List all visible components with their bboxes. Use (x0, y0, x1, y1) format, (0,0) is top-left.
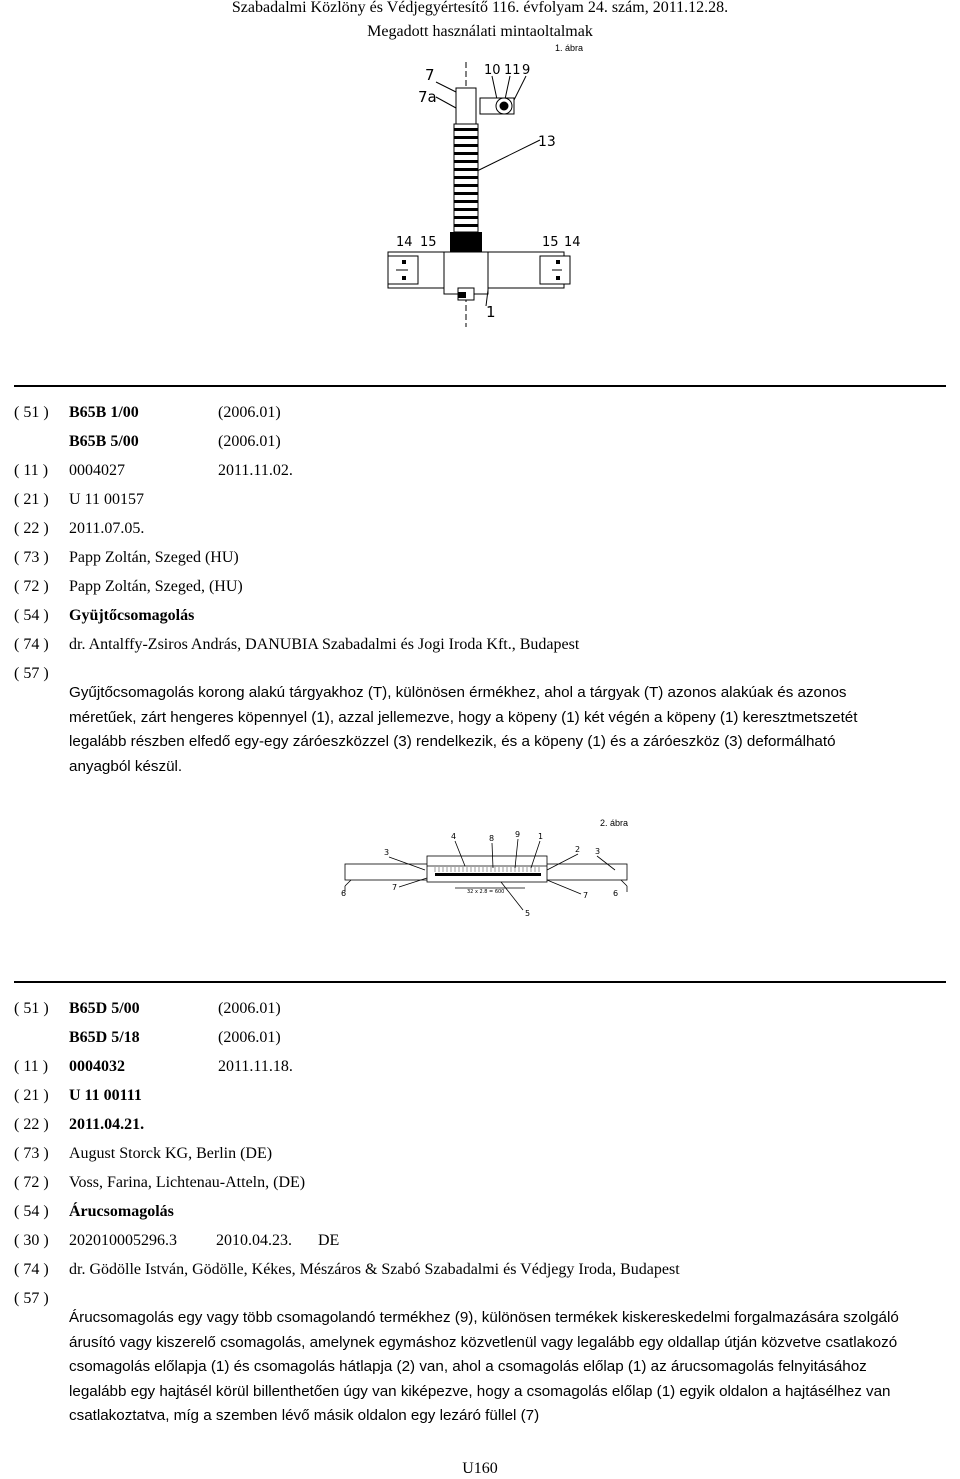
journal-header: Szabadalmi Közlöny és Védjegyértesítő 116. évfolyam 24. szám, 2011.12.28. (231, 0, 729, 16)
inid-22: ( 22 ) (14, 1116, 49, 1133)
section-header: Megadott használati mintaoltalmak (367, 23, 593, 40)
fig1-label-7: 7 (425, 66, 435, 84)
patent-entry-1 (14, 404, 946, 784)
fig2-label-2: 2 (575, 845, 581, 854)
registration-number: 0004027 (69, 462, 125, 479)
fig2-label-9: 9 (515, 830, 521, 839)
fig2-dimension: 32 x 2.8 = 600 (467, 889, 505, 895)
ipc-date-2: (2006.01) (218, 1029, 281, 1046)
fig2-stack (435, 873, 541, 876)
inid-11: ( 11 ) (14, 462, 49, 479)
priority-country: DE (318, 1232, 340, 1249)
fig2-label-6-right: 6 (613, 889, 619, 898)
fig2-label-6-left: 6 (341, 889, 347, 898)
fig1-label-1: 1 (486, 303, 496, 321)
agent: dr. Gödölle István, Gödölle, Kékes, Mészáros & Szabó Szabadalmi és Védjegy Iroda, Budapest (69, 1261, 680, 1278)
fig1-label-10: 10 (484, 63, 501, 78)
inid-73: ( 73 ) (14, 1145, 49, 1162)
fig1-label-14-right: 14 (564, 235, 581, 250)
abstract-text: Gyűjtőcsomagolás korong alakú tárgyakhoz (T), különösen érmékhez, ahol a tárgyak (T) azonos alakúak és azonos méretűek, zárt hengeres köpennyel (1), azzal jellemezve, hogy a köpeny (1) két végén a köpeny (1) keresztmetszetét legalább részben elfedő egy-egy záróeszközzel (3) rendelkezik, és a köpeny (1) és a záróeszköz (3) deformálható anyagból készül. (69, 684, 858, 775)
fig2-label-3-right: 3 (595, 847, 601, 856)
inid-51: ( 51 ) (14, 404, 49, 421)
patent-entry-2 (14, 1000, 946, 1440)
ipc-date-1: (2006.01) (218, 404, 281, 421)
abstract (69, 1306, 899, 1429)
figure2-drawing (335, 826, 640, 921)
registration-number: 0004032 (69, 1058, 125, 1075)
agent: dr. Antalffy-Zsiros András, DANUBIA Szabadalmi és Jogi Iroda Kft., Budapest (69, 636, 580, 653)
inid-11: ( 11 ) (14, 1058, 49, 1075)
fig2-label-4: 4 (451, 832, 457, 841)
fig1-label-9: 9 (522, 63, 531, 78)
inid-74: ( 74 ) (14, 1261, 49, 1278)
inid-30: ( 30 ) (14, 1232, 49, 1249)
fig2-label-1: 1 (538, 832, 544, 841)
inid-72: ( 72 ) (14, 1174, 49, 1191)
grant-date: 2011.11.02. (218, 462, 293, 479)
figure2-caption: 2. ábra (600, 818, 629, 828)
fig2-label-7-left: 7 (392, 883, 398, 892)
filing-date: 2011.07.05. (69, 520, 145, 537)
priority-date: 2010.04.23. (216, 1232, 292, 1249)
fig2-label-3-left: 3 (384, 848, 390, 857)
filing-date: 2011.04.21. (69, 1116, 145, 1133)
rights-holder: Papp Zoltán, Szeged (HU) (69, 549, 239, 566)
inventor: Voss, Farina, Lichtenau-Atteln, (DE) (69, 1174, 306, 1191)
inid-21: ( 21 ) (14, 491, 49, 508)
invention-title: Gyüjtőcsomagolás (69, 607, 195, 624)
inid-54: ( 54 ) (14, 607, 49, 624)
inid-21: ( 21 ) (14, 1087, 49, 1104)
fig1-label-15-left: 15 (420, 235, 437, 250)
ipc-class-1: B65D 5/00 (69, 1000, 140, 1017)
page-number: U160 (462, 1460, 498, 1477)
rights-holder: August Storck KG, Berlin (DE) (69, 1145, 273, 1162)
fig2-label-5: 5 (525, 909, 531, 918)
section-divider (14, 385, 946, 387)
fig2-label-7-right: 7 (583, 891, 589, 900)
fig1-label-7a: 7a (418, 88, 437, 106)
ipc-date-1: (2006.01) (218, 1000, 281, 1017)
inid-57: ( 57 ) (14, 1290, 49, 1307)
fig1-label-13: 13 (538, 134, 556, 150)
fig1-label-11: 11 (504, 63, 521, 78)
figure1-caption: 1. ábra (555, 43, 584, 53)
inid-73: ( 73 ) (14, 549, 49, 566)
ipc-class-1: B65B 1/00 (69, 404, 139, 421)
priority-number: 202010005296.3 (69, 1232, 177, 1249)
inid-54: ( 54 ) (14, 1203, 49, 1220)
fig2-label-8: 8 (489, 834, 495, 843)
figure1-drawing (380, 52, 600, 327)
application-number: U 11 00111 (69, 1087, 142, 1104)
grant-date: 2011.11.18. (218, 1058, 293, 1075)
invention-title: Árucsomagolás (69, 1203, 174, 1220)
ipc-class-2: B65B 5/00 (69, 433, 139, 450)
ipc-date-2: (2006.01) (218, 433, 281, 450)
inventor: Papp Zoltán, Szeged, (HU) (69, 578, 243, 595)
fig1-label-15-right: 15 (542, 235, 559, 250)
inid-57: ( 57 ) (14, 665, 49, 682)
inid-51: ( 51 ) (14, 1000, 49, 1017)
inid-74: ( 74 ) (14, 636, 49, 653)
inid-72: ( 72 ) (14, 578, 49, 595)
abstract-text: Árucsomagolás egy vagy több csomagolandó termékhez (9), különösen termékek kiskereskedelmi forgalmazására szolgáló árusító vagy kiszerelő csomagolás, amelynek egymáshoz közvetlenül vagy legalább egy oldallap útján közvetve csatlakozó csomagolás előlapja (1) és csomagolás hátlapja (2) van, ahol a csomagolás előlap (1) az árucsomagolás felnyitásához legalább egy hajtásél körül billenthetően úgy van kiképezve, hogy a csomagolás előlap (1) egyik oldalon a hajtásélhez van csatlakoztatva, míg a szemben lévő másik oldalon egy lezáró füllel (7) (69, 1309, 899, 1425)
inid-22: ( 22 ) (14, 520, 49, 537)
fig1-label-14-left: 14 (396, 235, 413, 250)
section-divider-2 (14, 981, 946, 983)
ipc-class-2: B65D 5/18 (69, 1029, 140, 1046)
abstract (69, 681, 899, 779)
application-number: U 11 00157 (69, 491, 144, 508)
